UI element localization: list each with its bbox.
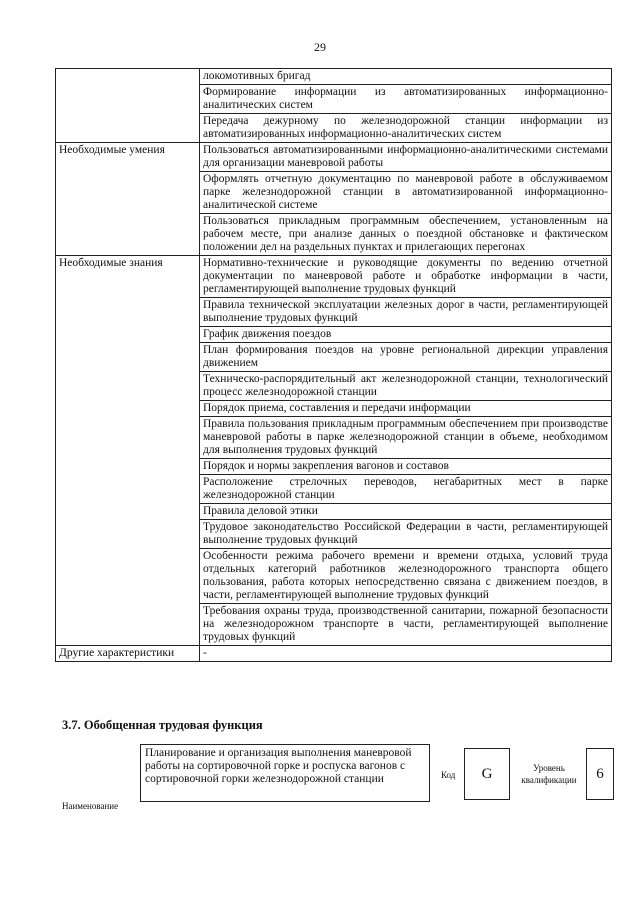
row-item: Техническо-распорядительный акт железнодорожной станции, технологический процесс железнодорожной станции	[200, 372, 612, 401]
row-item: Правила деловой этики	[200, 504, 612, 520]
row-item: Правила технической эксплуатации железных дорог в части, регламентирующей выполнение трудовых функций	[200, 298, 612, 327]
name-label: Наименование	[62, 801, 119, 811]
row-item: Пользоваться прикладным программным обеспечением, установленным на рабочем месте, при анализе данных о поездной обстановке и фактическом положении дел на раздельных пунктах и прилегающих перегонах	[200, 214, 612, 256]
row-item: Расположение стрелочных переводов, негабаритных мест в парке железнодорожной станции	[200, 475, 612, 504]
row-item: Нормативно-технические и руководящие документы по ведению отчетной документации по маневровой работе и обработке информации в части, регламентирующей выполнение трудовых функций	[200, 256, 612, 298]
row-item: График движения поездов	[200, 327, 612, 343]
row-item: Пользоваться автоматизированными информационно-аналитическими системами для организации маневровой работы	[200, 143, 612, 172]
row-label: Необходимые знания	[56, 256, 200, 646]
code-value: G	[464, 748, 510, 800]
row-item: Порядок приема, составления и передачи информации	[200, 401, 612, 417]
table-row	[56, 646, 612, 662]
row-item: Особенности режима рабочего времени и времени отдыха, условий труда отдельных категорий работников железнодорожного транспорта общего пользования, работа которых непосредственно связана с движением поездов, в части, регламентирующей выполнение трудовых функций	[200, 549, 612, 604]
level-value: 6	[586, 748, 614, 800]
row-item: Оформлять отчетную документацию по маневровой работе в обслуживаемом парке железнодорожной станции в автоматизированной информационно-аналитической системе	[200, 172, 612, 214]
page-number: 29	[314, 40, 326, 54]
row-item: Порядок и нормы закрепления вагонов и составов	[200, 459, 612, 475]
row-item: локомотивных бригад	[200, 69, 612, 85]
row-item: Передача дежурному по железнодорожной станции информации из автоматизированных информационно-аналитических систем	[200, 114, 612, 143]
table-row	[56, 256, 612, 298]
table-row	[56, 69, 612, 85]
row-label: Необходимые умения	[56, 143, 200, 256]
section-title: 3.7. Обобщенная трудовая функция	[62, 718, 263, 732]
row-label	[56, 69, 200, 143]
row-item: Требования охраны труда, производственной санитарии, пожарной безопасности на железнодорожном транспорте в части, регламентирующей выполнение трудовых функций	[200, 604, 612, 646]
name-value: Планирование и организация выполнения маневровой работы на сортировочной горке и роспуска вагонов с сортировочной горки железнодорожной станции	[140, 744, 430, 802]
code-label: Код	[441, 770, 456, 780]
row-item: -	[200, 646, 612, 662]
row-item: План формирования поездов на уровне региональной дирекции управления движением	[200, 343, 612, 372]
row-item: Трудовое законодательство Российской Федерации в части, регламентирующей выполнение трудовых функций	[200, 520, 612, 549]
table-row	[56, 143, 612, 172]
row-label: Другие характеристики	[56, 646, 200, 662]
row-item: Формирование информации из автоматизированных информационно-аналитических систем	[200, 85, 612, 114]
row-item: Правила пользования прикладным программным обеспечением при производстве маневровой работы в парке железнодорожной станции в объеме, необходимом для выполнения трудовых функций	[200, 417, 612, 459]
requirements-table	[55, 68, 612, 662]
level-label: Уровень квалификации	[521, 763, 577, 785]
